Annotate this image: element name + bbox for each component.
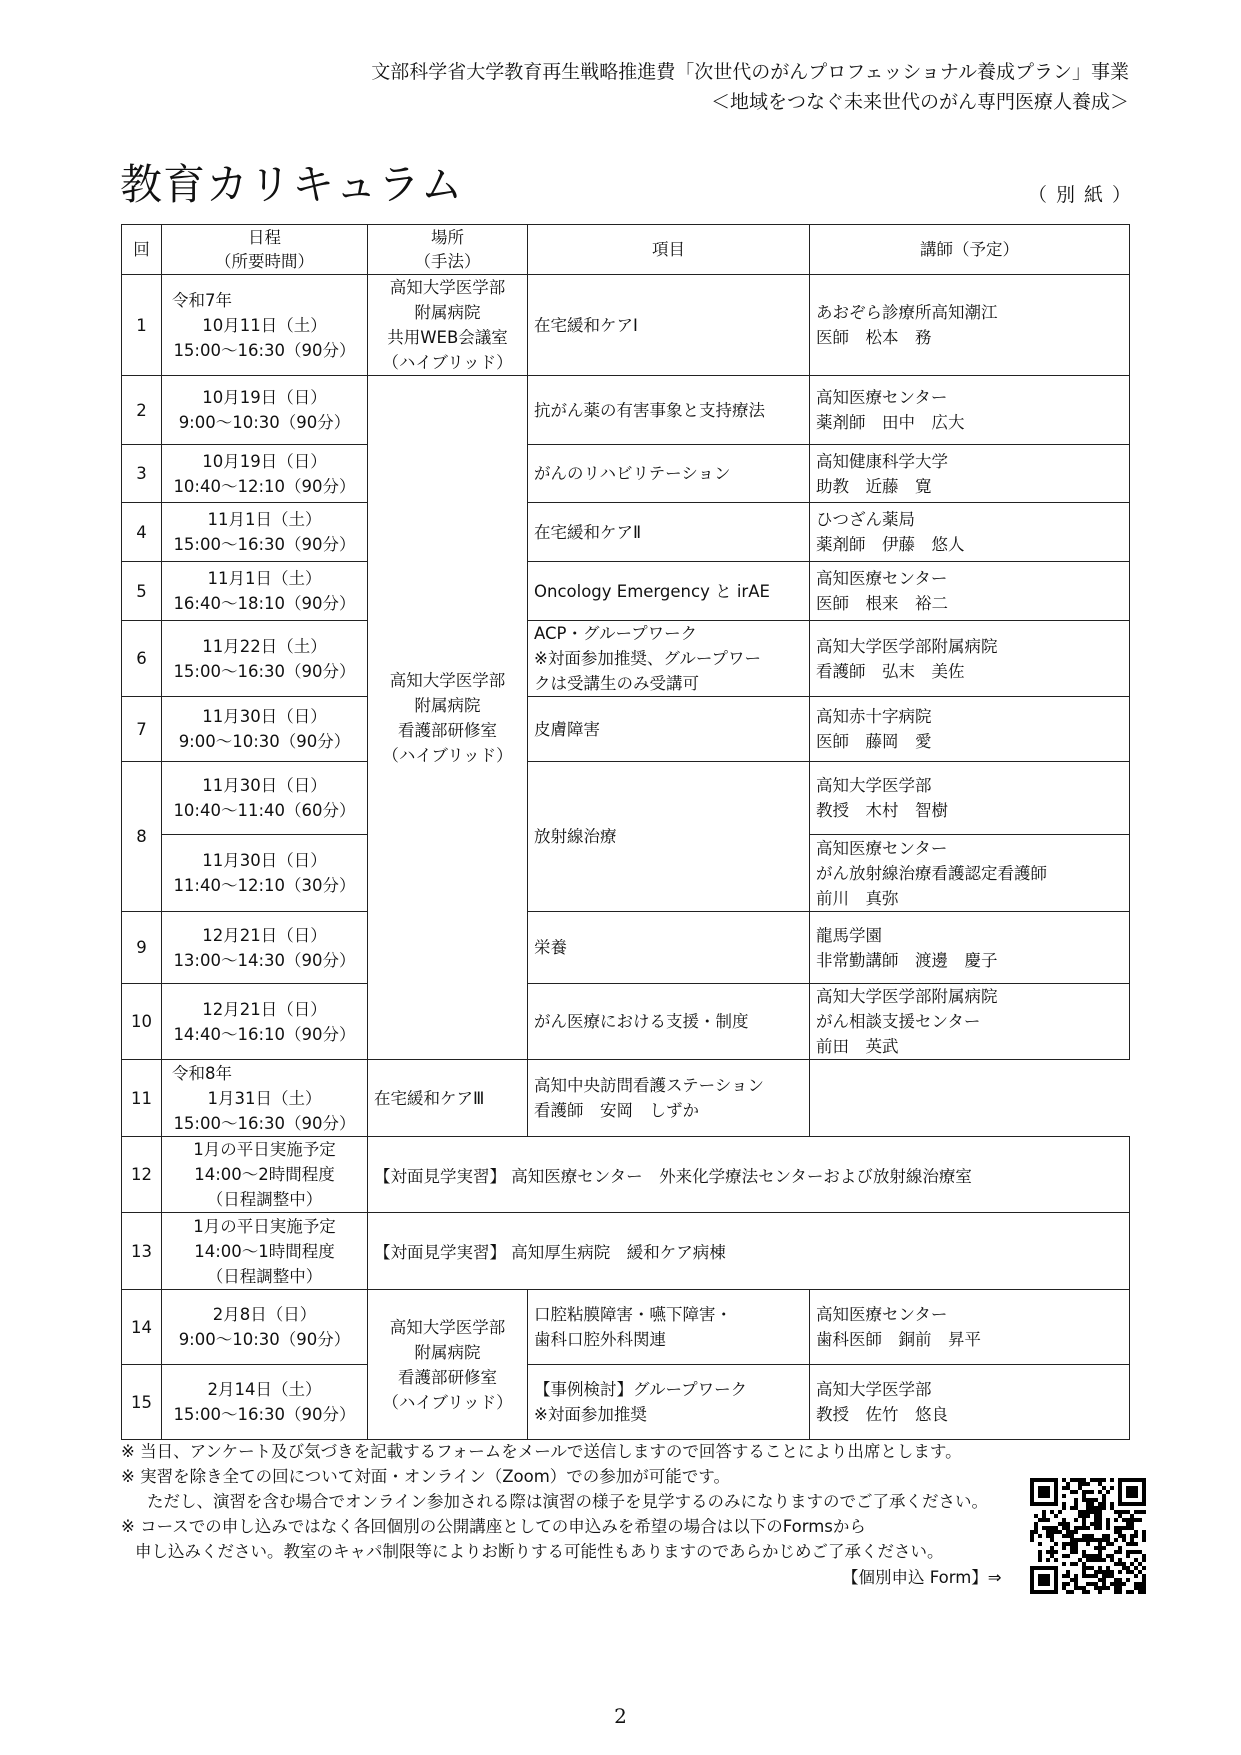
place-line: （ハイブリッド） xyxy=(382,1392,513,1412)
date-time: 11:40～12:10（30分） xyxy=(173,876,356,895)
row-number: 10 xyxy=(122,984,162,1060)
table-row xyxy=(122,376,1130,445)
table-row xyxy=(122,1365,1130,1440)
row-lecturer xyxy=(810,503,1130,562)
date-time: 15:00～16:30（90分） xyxy=(173,661,356,681)
item-line: Oncology Emergency と irAE xyxy=(534,581,770,601)
lecturer-line: がん相談支援センター xyxy=(816,1012,981,1031)
lecturer-line: 前川 真弥 xyxy=(816,888,899,908)
place-line: 共用WEB会議室 xyxy=(387,328,508,347)
row-number: 14 xyxy=(122,1290,162,1365)
row-lecturer xyxy=(810,275,1130,376)
date-time: 14:40～16:10（90分） xyxy=(173,1024,356,1044)
row-number: 6 xyxy=(122,621,162,697)
row-number: 5 xyxy=(122,562,162,621)
place-line: 看護部研修室 xyxy=(398,720,497,740)
date-year: 令和8年 xyxy=(172,1063,232,1083)
date-time: 15:00～16:30（90分） xyxy=(173,535,356,554)
row-item xyxy=(528,376,810,445)
row-lecturer xyxy=(810,621,1130,697)
row-item xyxy=(528,621,810,697)
lecturer-line: 歯科医師 銅前 昇平 xyxy=(816,1330,981,1349)
table-row xyxy=(122,445,1130,503)
date-year: 令和7年 xyxy=(172,290,232,310)
row-lecturer xyxy=(810,835,1130,912)
row-date xyxy=(162,1060,368,1137)
date-day: 11月1日（土） xyxy=(207,510,322,529)
row-item xyxy=(528,912,810,984)
header-place-line1: 場所 xyxy=(431,227,464,247)
row-date xyxy=(162,835,368,912)
item-line: 皮膚障害 xyxy=(534,719,600,739)
row-item xyxy=(528,445,810,503)
lecturer-line: ひつざん薬局 xyxy=(816,510,915,529)
row-number: 8 xyxy=(122,762,162,912)
item-line: ※対面参加推奨 xyxy=(534,1405,647,1424)
date-day: 12月21日（日） xyxy=(202,999,327,1019)
row-date xyxy=(162,912,368,984)
date-time: 16:40～18:10（90分） xyxy=(173,594,356,613)
row-item xyxy=(528,1365,810,1440)
header-line-1: 文部科学省大学教育再生戦略推進費「次世代のがんプロフェッショナル養成プラン」事業 xyxy=(371,61,1129,83)
notes xyxy=(121,1439,1021,1564)
lecturer-line: あおぞら診療所高知潮江 xyxy=(816,303,998,322)
table-row xyxy=(122,1060,1130,1137)
item-line: 口腔粘膜障害・嚥下障害・ xyxy=(534,1305,732,1324)
date-time: 15:00～16:30（90分） xyxy=(173,1405,356,1424)
header-line-2: ＜地域をつなぐ未来世代のがん専門医療人養成＞ xyxy=(710,91,1129,113)
row-date xyxy=(162,376,368,445)
row-number: 15 xyxy=(122,1365,162,1440)
header-item: 項目 xyxy=(528,225,810,275)
table-row xyxy=(122,1137,1130,1213)
note-attendance: ※ 当日、アンケート及び気づきを記載するフォームをメールで送信しますので回答することにより出席とします。 xyxy=(121,1442,962,1461)
row-item xyxy=(368,1060,528,1137)
row-item xyxy=(528,762,810,912)
row-number: 2 xyxy=(122,376,162,445)
page-title: 教育カリキュラム xyxy=(120,160,464,209)
qr-code-icon[interactable] xyxy=(1030,1478,1146,1594)
lecturer-line: 高知大学医学部附属病院 xyxy=(816,987,998,1006)
date-day: 11月30日（日） xyxy=(202,851,327,870)
row-item xyxy=(528,984,810,1060)
row-date xyxy=(162,1213,368,1290)
date-day: 1月の平日実施予定 xyxy=(193,1140,336,1159)
date-time: 15:00～16:30（90分） xyxy=(173,1113,356,1133)
row-date xyxy=(162,503,368,562)
table-row xyxy=(122,503,1130,562)
row-number: 9 xyxy=(122,912,162,984)
note-online: ※ 実習を除き全ての回について対面・オンライン（Zoom）での参加が可能です。 xyxy=(121,1467,730,1486)
row-lecturer xyxy=(810,445,1130,503)
row-date xyxy=(162,1290,368,1365)
place-line: 附属病院 xyxy=(414,1342,481,1362)
lecturer-line: 龍馬学園 xyxy=(816,925,882,945)
date-day: 11月30日（日） xyxy=(202,776,327,795)
row-number: 7 xyxy=(122,697,162,762)
item-line: 在宅緩和ケアⅢ xyxy=(374,1088,485,1108)
row-item xyxy=(528,1290,810,1365)
lecturer-line: 高知大学医学部 xyxy=(816,776,932,795)
date-day: 1月31日（土） xyxy=(207,1088,322,1108)
date-day: 10月11日（土） xyxy=(202,315,327,335)
lecturer-line: 非常勤講師 渡邊 慶子 xyxy=(816,950,998,970)
row-lecturer xyxy=(810,562,1130,621)
lecturer-line: がん放射線治療看護認定看護師 xyxy=(816,863,1047,883)
table-row xyxy=(122,984,1130,1060)
lecturer-line: 高知赤十字病院 xyxy=(816,707,932,726)
row-item xyxy=(528,697,810,762)
date-time: 9:00～10:30（90分） xyxy=(178,1330,351,1349)
date-time: 14:00～1時間程度 xyxy=(194,1241,335,1261)
row-number: 1 xyxy=(122,275,162,376)
row-date xyxy=(162,275,368,376)
table-row xyxy=(122,697,1130,762)
date-time: 14:00～2時間程度 xyxy=(194,1165,335,1184)
row-place xyxy=(368,376,528,1060)
lecturer-line: 看護師 弘末 美佐 xyxy=(816,661,965,681)
place-line: 附属病院 xyxy=(414,695,481,715)
row-place xyxy=(368,275,528,376)
row-lecturer xyxy=(810,376,1130,445)
place-line: 高知大学医学部 xyxy=(389,1317,506,1337)
date-day: 12月21日（日） xyxy=(202,925,327,945)
table-row xyxy=(122,562,1130,621)
row-date xyxy=(162,1365,368,1440)
row-place xyxy=(368,1290,528,1440)
date-time: 9:00～10:30（90分） xyxy=(178,732,351,751)
row-date xyxy=(162,984,368,1060)
date-time: 9:00～10:30（90分） xyxy=(178,413,351,432)
note-online-detail: ただし、演習を含む場合でオンライン参加される際は演習の様子を見学するのみになりますのでご了承ください。 xyxy=(147,1492,989,1511)
row-practicum: 【対面見学実習】 高知医療センター 外来化学療法センターおよび放射線治療室 xyxy=(368,1137,1130,1213)
date-note: （日程調整中） xyxy=(206,1190,323,1209)
place-line: 附属病院 xyxy=(414,303,481,322)
place-line: （ハイブリッド） xyxy=(382,353,513,372)
row-date xyxy=(162,621,368,697)
item-line: 抗がん薬の有害事象と支持療法 xyxy=(534,400,765,420)
table-row xyxy=(122,275,1130,376)
lecturer-line: 医師 藤岡 愛 xyxy=(816,732,932,751)
date-time: 10:40～12:10（90分） xyxy=(173,476,356,496)
note-individual-detail: 申し込みください。教室のキャパ制限等によりお断りする可能性もありますのであらかじめご了承ください。 xyxy=(135,1542,944,1561)
date-day: 11月1日（土） xyxy=(207,569,322,588)
lecturer-line: 医師 松本 務 xyxy=(816,328,932,347)
lecturer-line: 高知大学医学部 xyxy=(816,1380,932,1399)
date-day: 1月の平日実施予定 xyxy=(193,1216,336,1236)
lecturer-line: 高知健康科学大学 xyxy=(816,451,948,471)
row-lecturer xyxy=(810,912,1130,984)
lecturer-line: 高知医療センター xyxy=(816,569,948,588)
row-number: 12 xyxy=(122,1137,162,1213)
lecturer-line: 高知医療センター xyxy=(816,388,948,407)
item-line: ※対面参加推奨、グループワー xyxy=(534,649,762,668)
header-place xyxy=(368,225,528,275)
item-line: 栄養 xyxy=(534,938,567,957)
date-day: 2月8日（日） xyxy=(212,1305,317,1324)
lecturer-line: 前田 英武 xyxy=(816,1037,899,1056)
row-lecturer xyxy=(810,762,1130,835)
header-date xyxy=(162,225,368,275)
item-line: 歯科口腔外科関連 xyxy=(534,1330,666,1349)
row-lecturer xyxy=(810,697,1130,762)
item-line: 在宅緩和ケアⅡ xyxy=(534,522,642,542)
item-line: がんのリハビリテーション xyxy=(534,464,731,483)
date-time: 10:40～11:40（60分） xyxy=(173,801,356,820)
row-date xyxy=(162,762,368,835)
row-item xyxy=(528,503,810,562)
item-line: 在宅緩和ケアⅠ xyxy=(534,315,638,335)
date-day: 10月19日（日） xyxy=(202,451,327,471)
lecturer-line: 教授 木村 智樹 xyxy=(816,801,948,820)
place-line: 高知大学医学部 xyxy=(389,278,506,297)
place-line: 看護部研修室 xyxy=(398,1367,497,1387)
row-number: 11 xyxy=(122,1060,162,1137)
lecturer-line: 薬剤師 田中 広大 xyxy=(816,413,965,432)
lecturer-line: 高知大学医学部附属病院 xyxy=(816,636,998,656)
place-line: 高知大学医学部 xyxy=(389,670,506,690)
item-line: 【事例検討】グループワーク xyxy=(534,1380,748,1399)
item-line: ACP・グループワーク xyxy=(534,624,698,643)
row-date xyxy=(162,445,368,503)
item-line: がん医療における支援・制度 xyxy=(534,1012,749,1031)
row-number: 3 xyxy=(122,445,162,503)
header-lecturer: 講師（予定） xyxy=(810,225,1130,275)
curriculum-table xyxy=(121,224,1130,1440)
date-day: 2月14日（土） xyxy=(207,1380,322,1399)
lecturer-line: 医師 根来 裕二 xyxy=(816,594,948,613)
table-row xyxy=(122,621,1130,697)
lecturer-line: 高知医療センター xyxy=(816,838,948,858)
lecturer-line: 教授 佐竹 悠良 xyxy=(816,1405,948,1424)
row-lecturer xyxy=(528,1060,810,1137)
date-note: （日程調整中） xyxy=(206,1266,323,1286)
row-number: 13 xyxy=(122,1213,162,1290)
row-date xyxy=(162,1137,368,1213)
date-time: 15:00～16:30（90分） xyxy=(173,340,356,360)
row-date xyxy=(162,562,368,621)
row-number: 4 xyxy=(122,503,162,562)
header-no: 回 xyxy=(122,225,162,275)
header-place-line2: （手法） xyxy=(414,251,481,271)
row-date xyxy=(162,697,368,762)
date-day: 10月19日（日） xyxy=(202,388,327,407)
lecturer-line: 高知中央訪問看護ステーション xyxy=(534,1076,765,1095)
date-time: 13:00～14:30（90分） xyxy=(173,950,356,970)
row-lecturer xyxy=(810,1365,1130,1440)
table-header-row xyxy=(122,225,1130,275)
row-lecturer xyxy=(810,984,1130,1060)
date-day: 11月30日（日） xyxy=(202,707,327,726)
table-row xyxy=(122,762,1130,835)
lecturer-line: 薬剤師 伊藤 悠人 xyxy=(816,535,965,554)
header-date-line2: （所要時間） xyxy=(215,251,314,271)
note-individual: ※ コースでの申し込みではなく各回個別の公開講座としての申込みを希望の場合は以下のFormsから xyxy=(121,1517,866,1536)
lecturer-line: 助教 近藤 寛 xyxy=(816,476,932,496)
form-label: 【個別申込 Form】⇒ xyxy=(842,1568,1002,1587)
page-number: 2 xyxy=(614,1704,627,1728)
header-date-line1: 日程 xyxy=(248,227,281,247)
row-item xyxy=(528,562,810,621)
date-day: 11月22日（土） xyxy=(202,636,327,656)
row-practicum: 【対面見学実習】 高知厚生病院 緩和ケア病棟 xyxy=(368,1213,1130,1290)
lecturer-line: 看護師 安岡 しずか xyxy=(534,1101,699,1120)
attachment-label: （別紙） xyxy=(1028,184,1141,206)
lecturer-line: 高知医療センター xyxy=(816,1305,948,1324)
place-line: （ハイブリッド） xyxy=(382,745,513,765)
table-row xyxy=(122,1290,1130,1365)
row-lecturer xyxy=(810,1290,1130,1365)
table-row xyxy=(122,1213,1130,1290)
row-item xyxy=(528,275,810,376)
item-line: クは受講生のみ受講可 xyxy=(534,674,699,693)
table-row xyxy=(122,912,1130,984)
item-line: 放射線治療 xyxy=(534,827,617,846)
